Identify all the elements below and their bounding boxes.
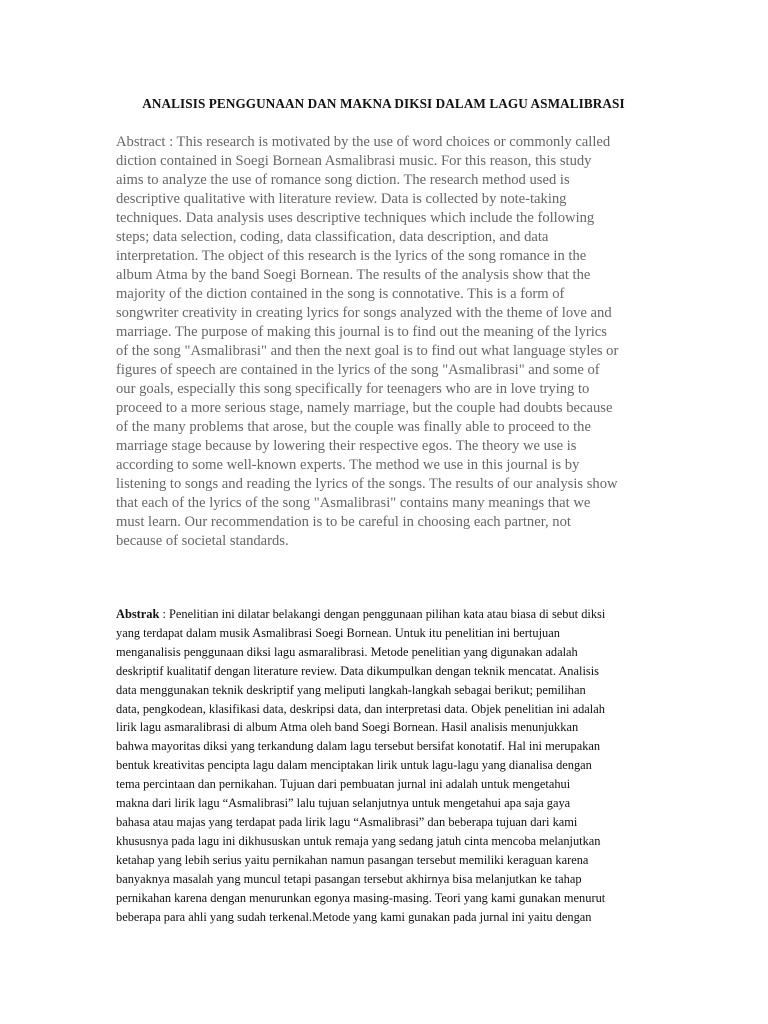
abstract-en-line: listening to songs and reading the lyrics of the songs. The results of our analysis show bbox=[116, 476, 618, 492]
abstract-en-line: techniques. Data analysis uses descriptive techniques which include the following bbox=[116, 210, 595, 226]
abstract-id-line: menganalisis penggunaan diksi lagu asmaralibrasi. Metode penelitian yang digunakan adalah bbox=[116, 644, 578, 659]
abstract-en-line: steps; data selection, coding, data classification, data description, and data bbox=[116, 229, 549, 245]
abstract-en-line: diction contained in Soegi Bornean Asmalibrasi music. For this reason, this study bbox=[116, 153, 592, 169]
abstract-id-line: khususnya pada lagu ini dikhususkan untuk remaja yang sedang jatuh cinta mencoba melanjutkan bbox=[116, 833, 601, 848]
abstract-id-line: beberapa para ahli yang sudah terkenal.Metode yang kami gunakan pada jurnal ini yaitu dengan bbox=[116, 909, 592, 924]
abstract-en-line: our goals, especially this song specifically for teenagers who are in love trying to bbox=[116, 381, 590, 397]
abstract-en-line: because of societal standards. bbox=[116, 533, 289, 549]
abstract-id-line: tema percintaan dan pernikahan. Tujuan dari pembuatan jurnal ini adalah untuk mengetahui bbox=[116, 777, 571, 792]
abstract-en-line: album Atma by the band Soegi Bornean. The results of the analysis show that the bbox=[116, 267, 591, 283]
abstract-en-line: majority of the diction contained in the song is connotative. This is a form of bbox=[116, 286, 565, 302]
abstract-en-line: marriage. The purpose of making this journal is to find out the meaning of the lyrics bbox=[116, 324, 607, 340]
abstract-en-line: must learn. Our recommendation is to be careful in choosing each partner, not bbox=[116, 514, 571, 530]
abstract-id-line: pernikahan karena dengan menurunkan egonya masing-masing. Teori yang kami gunakan menurut bbox=[116, 890, 606, 905]
abstract-en-line: descriptive qualitative with literature review. Data is collected by note-taking bbox=[116, 191, 567, 207]
abstract-id-line: ketahap yang lebih serius yaitu pernikahan namun pasangan tersebut memiliki keraguan karena bbox=[116, 852, 589, 867]
abstract-english bbox=[116, 133, 656, 551]
abstract-en-line: interpretation. The object of this research is the lyrics of the song romance in the bbox=[116, 248, 587, 264]
abstract-en-line: that each of the lyrics of the song "Asmalibrasi" contains many meanings that we bbox=[116, 495, 591, 511]
abstract-id-line: deskriptif kualitatif dengan literature review. Data dikumpulkan dengan teknik mencatat. Analisis bbox=[116, 663, 599, 678]
abstract-en-line: according to some well-known experts. The method we use in this journal is by bbox=[116, 457, 580, 473]
abstract-en-line: proceed to a more serious stage, namely marriage, but the couple had doubts because bbox=[116, 400, 613, 416]
abstract-en-line: aims to analyze the use of romance song diction. The research method used is bbox=[116, 172, 570, 188]
abstract-id-line: yang terdapat dalam musik Asmalibrasi Soegi Bornean. Untuk itu penelitian ini bertujuan bbox=[116, 625, 560, 640]
abstract-id-line: bahasa atau majas yang terdapat pada lirik lagu “Asmalibrasi” dan beberapa tujuan dari kami bbox=[116, 814, 578, 829]
abstract-id-line: banyaknya masalah yang muncul tetapi pasangan tersebut akhirnya bisa melanjutkan ke tahap bbox=[116, 871, 582, 886]
abstract-en-line: of the song "Asmalibrasi" and then the next goal is to find out what language styles or bbox=[116, 343, 619, 359]
abstract-id-line: lirik lagu asmaralibrasi di album Atma oleh band Soegi Bornean. Hasil analisis menunjukkan bbox=[116, 720, 579, 735]
abstract-id-line: data, pengkodean, klasifikasi data, deskripsi data, dan interpretasi data. Objek penelitian ini adalah bbox=[116, 701, 605, 716]
abstract-id-line: bahwa mayoritas diksi yang terkandung dalam lagu tersebut bersifat konotatif. Hal ini merupakan bbox=[116, 739, 601, 754]
abstract-en-line: of the many problems that arose, but the couple was finally able to proceed to the bbox=[116, 419, 591, 435]
abstract-id-line: makna dari lirik lagu “Asmalibrasi” lalu tujuan selanjutnya untuk mengetahui apa saja gaya bbox=[116, 796, 571, 811]
paper-title: ANALISIS PENGGUNAAN DAN MAKNA DIKSI DALAM LAGU ASMALIBRASI bbox=[142, 96, 625, 111]
abstract-en-line: marriage stage because by lowering their respective egos. The theory we use is bbox=[116, 438, 577, 454]
abstract-id-line: data menggunakan teknik deskriptif yang meliputi langkah-langkah sebagai berikut; pemilihan bbox=[116, 682, 586, 697]
abstract-en-line: Abstract : This research is motivated by the use of word choices or commonly called bbox=[116, 134, 611, 150]
abstract-indonesian bbox=[116, 605, 656, 926]
abstract-id-first-line bbox=[116, 605, 656, 624]
abstract-en-line: figures of speech are contained in the lyrics of the song "Asmalibrasi" and some of bbox=[116, 362, 600, 378]
abstract-id-first-text: : Penelitian ini dilatar belakangi dengan penggunaan pilihan kata atau biasa di sebut diksi bbox=[159, 607, 606, 621]
abstract-en-line: songwriter creativity in creating lyrics for songs analyzed with the theme of love and bbox=[116, 305, 612, 321]
abstract-id-label: Abstrak bbox=[116, 607, 160, 621]
abstract-id-line: bentuk kreativitas pencipta lagu dalam menciptakan lirik untuk lagu-lagu yang dianalisa dengan bbox=[116, 758, 592, 773]
